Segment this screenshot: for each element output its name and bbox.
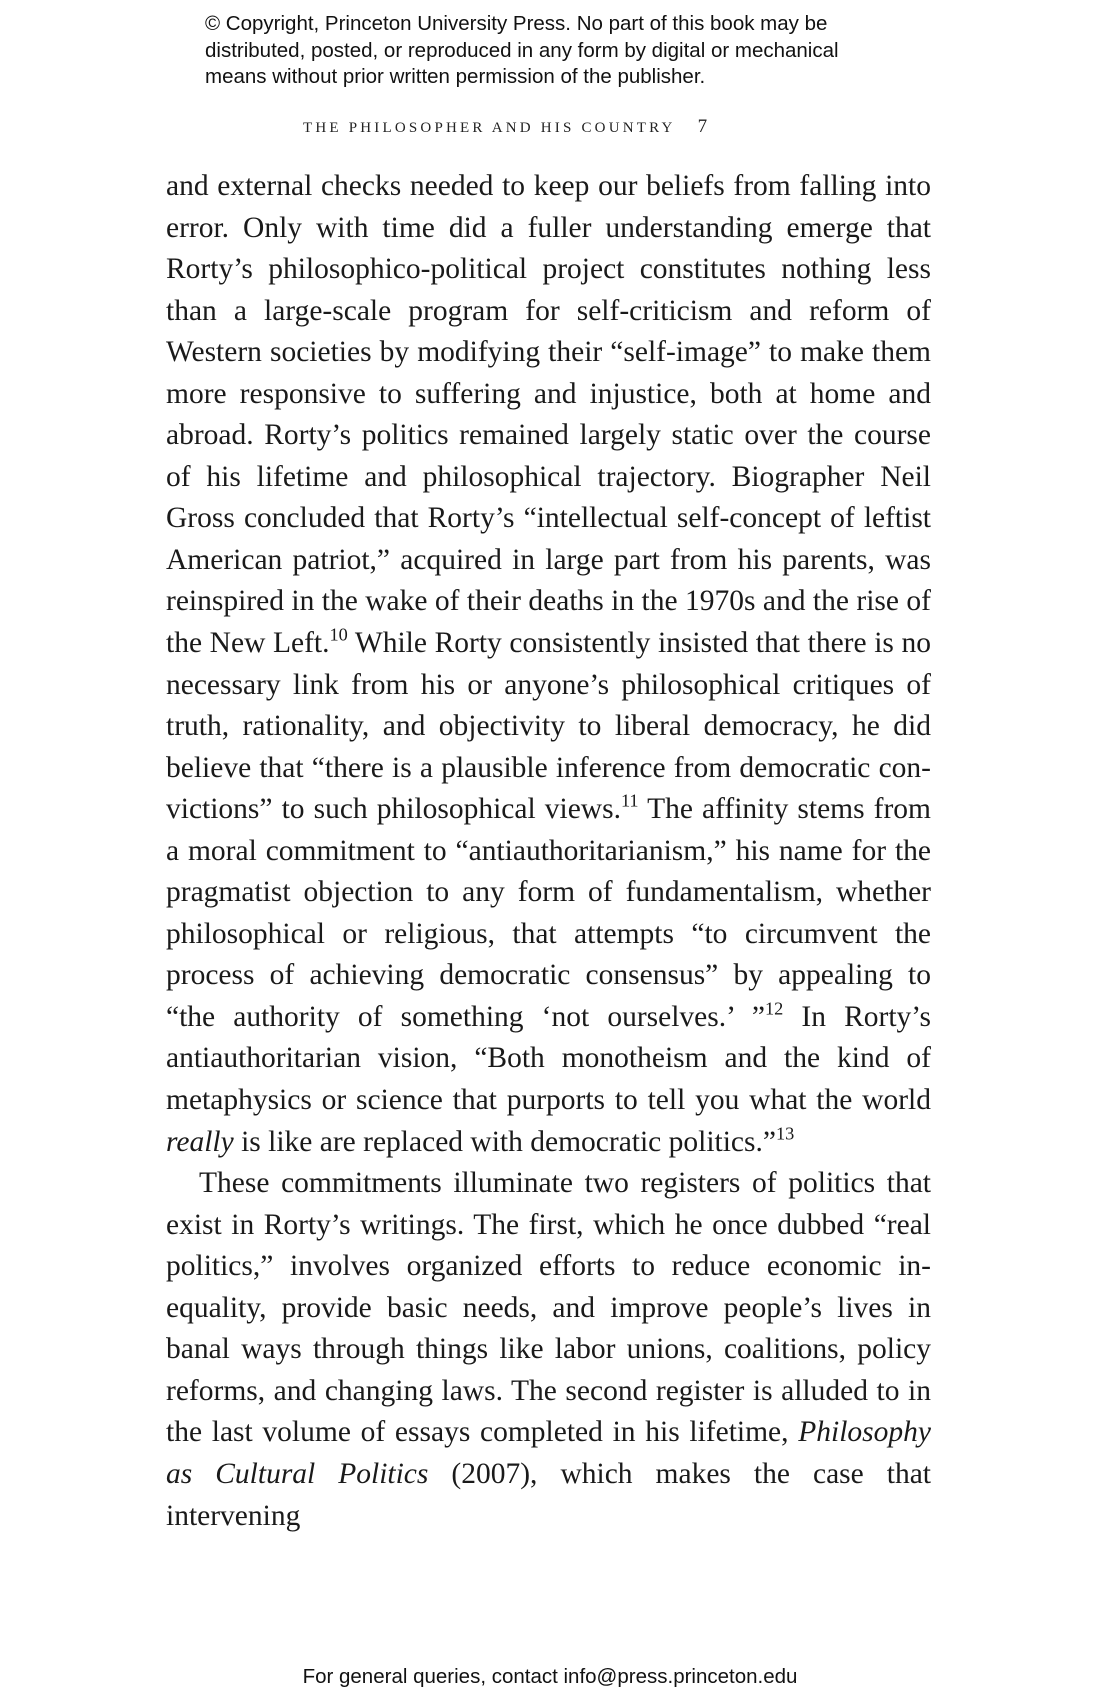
paragraph-1 [166,166,931,1163]
footnote-ref-13: 13 [775,1123,795,1144]
running-head [303,116,707,138]
copyright-line-2: distributed, posted, or reproduced in any form by digital or mechanical [205,38,839,62]
copyright-line-3: means without prior written permission of the publisher. [205,65,706,88]
paragraph-1-text-b: While Rorty consistently insisted that there is no necessary link from his or anyone’s philosophical critiques of truth, rationality, and objectivity to liberal democracy, he did believe that “there is a plausible inference from democratic convictions” to such philosophical views. [166,627,932,826]
body-text [166,166,931,1537]
footer-contact: For general queries, contact info@press.princeton.edu [302,1665,798,1688]
paragraph-2-text-b: (2007), which makes the case that intervening [166,1457,931,1532]
paragraph-1-text-a: and external checks needed to keep our beliefs from falling into error. Only with time did a fuller understanding emerge that Rorty’s philosophico-political project constitutes nothing less than a large-scale program for self-criticism and reform of Western societies by modifying their “self-image” to make them more responsive to suffering and injustice, both at home and abroad. Rorty’s politics remained largely static over the course of his lifetime and philosophical trajectory. Biographer Neil Gross concluded that Rorty’s “intellectual self-concept of leftist American patriot,” acquired in large part from his parents, was reinspired in the wake of their deaths in the 1970s and the rise of the New Left. [166,170,931,660]
emphasis-really: really [166,1125,234,1158]
paragraph-2 [166,1163,931,1537]
copyright-line-1: © Copyright, Princeton University Press. No part of this book may be [205,12,828,35]
book-title-italic: Philosophy as Cultural Politics [166,1416,931,1490]
paragraph-1-text-d: In Rorty’s antiauthoritarian vision, “Both monotheism and the kind of metaphysics or science that purports to tell you what the world [166,1000,931,1117]
paragraph-1-text-c: The affinity stems from a moral commitment to “antiauthoritarianism,” his name for the pragmatist objection to any form of fundamentalism, whether philosophical or religious, that attempts “to circumvent the process of achieving democratic consensus” by appealing to “the authority of something ‘not ourselves.’ ” [166,793,931,1033]
copyright-notice [205,11,925,91]
paragraph-2-text-a: These commitments illuminate two registers of politics that exist in Rorty’s writings. The first, which he once dubbed “real politics,” involves organized efforts to reduce economic inequality, provide basic needs, and improve people’s lives in banal ways through things like labor unions, coalitions, policy reforms, and changing laws. The second register is alluded to in the last volume of essays completed in his lifetime, [166,1167,931,1449]
paragraph-1-text-e: is like are replaced with democratic politics.” [233,1125,776,1158]
running-head-title: THE PHILOSOPHER AND HIS COUNTRY [303,120,676,136]
footnote-ref-12: 12 [764,998,784,1019]
footnote-ref-11: 11 [620,790,639,811]
page-number: 7 [697,116,708,137]
footnote-ref-10: 10 [329,624,348,645]
